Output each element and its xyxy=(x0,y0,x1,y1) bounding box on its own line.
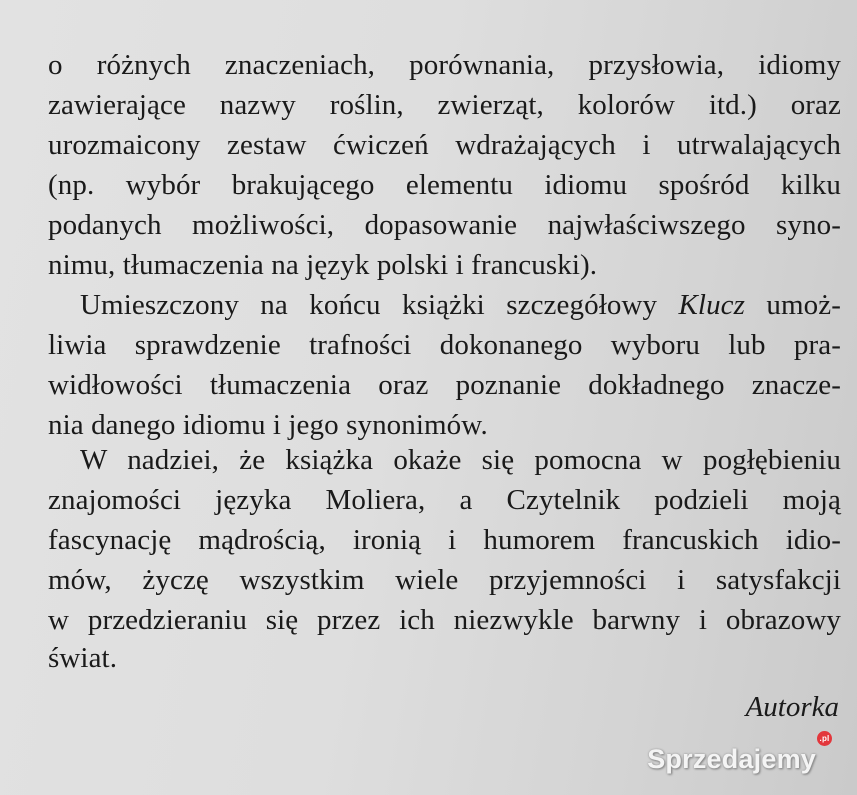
p1-line-6: nimu, tłumaczenia na język polski i francuski). xyxy=(48,249,598,281)
p1-line-2: zawierające nazwy roślin, zwierząt, kolorów itd.) oraz xyxy=(48,89,841,121)
klucz-italic-word: Klucz xyxy=(678,289,746,321)
watermark-text: Sprzedajemy xyxy=(647,744,816,774)
p1-line-4: (np. wybór brakującego elementu idiomu spośród kilku xyxy=(48,169,841,201)
sprzedajemy-watermark xyxy=(647,734,831,775)
p3-line-3: fascynację mądrością, ironią i humorem francuskich idio- xyxy=(48,524,841,556)
p1-line-5: podanych możliwości, dopasowanie najwłaściwszego syno- xyxy=(48,209,841,241)
p2-line-4: nia danego idiomu i jego synonimów. xyxy=(48,409,488,441)
p3-line-2: znajomości języka Moliera, a Czytelnik podzieli moją xyxy=(48,484,841,516)
p3-line-4: mów, życzę wszystkim wiele przyjemności i satysfakcji xyxy=(48,564,841,596)
p2-line-2: liwia sprawdzenie trafności dokonanego wyboru lub pra- xyxy=(48,329,841,361)
author-signature: Autorka xyxy=(745,691,839,723)
p3-line-5: w przedzieraniu się przez ich niezwykle barwny i obrazowy xyxy=(48,604,841,636)
p2-line-1 xyxy=(80,288,841,322)
p2-line-1-end: umoż- xyxy=(745,289,841,321)
p3-line-1: W nadziei, że książka okaże się pomocna w pogłębieniu xyxy=(80,444,841,476)
p2-line-3: widłowości tłumaczenia oraz poznanie dokładnego znacze- xyxy=(48,369,841,401)
watermark-badge: .pl xyxy=(817,731,832,746)
p1-line-1: o różnych znaczeniach, porównania, przysłowia, idiomy xyxy=(48,49,841,81)
p2-line-1-start: Umieszczony na końcu książki szczegółowy xyxy=(80,289,679,321)
p3-line-6: świat. xyxy=(48,642,118,674)
p1-line-3: urozmaicony zestaw ćwiczeń wdrażających i utrwalających xyxy=(48,129,841,161)
